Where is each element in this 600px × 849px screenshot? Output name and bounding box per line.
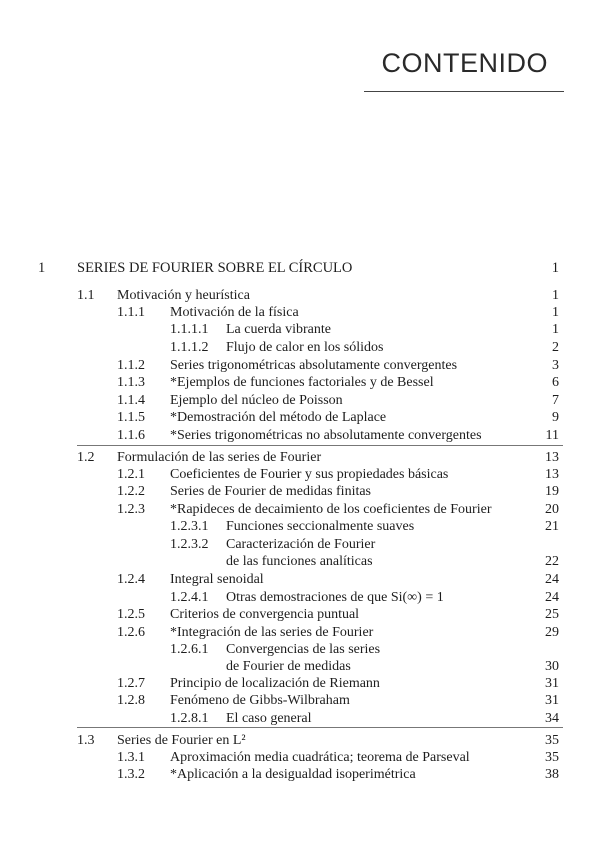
toc-page: 1 [551,260,559,276]
toc-entry [0,357,600,375]
toc-title: de las funciones analíticas [226,554,373,569]
toc-title: *Integración de las series de Fourier [170,625,374,640]
toc-page: 24 [545,590,559,605]
toc-number: 1.2.5 [117,607,145,622]
toc-page: 1 [552,305,559,320]
toc-entry [0,427,600,445]
toc-page: 2 [552,340,559,355]
toc-title: La cuerda vibrante [226,322,331,337]
toc-number: 1.3.1 [117,750,145,765]
toc-title: *Series trigonométricas no absolutamente convergentes [170,428,482,443]
toc-number: 1.2.6.1 [170,642,209,657]
toc-entry [0,536,600,554]
toc-entry [0,766,600,784]
toc-number: 1.1.4 [117,393,145,408]
toc-title: Aproximación media cuadrática; teorema de Parseval [170,750,470,765]
toc-page: 7 [552,393,559,408]
toc-number: 1.2.7 [117,676,145,691]
toc-title: Otras demostraciones de que Si(∞) = 1 [226,590,444,605]
toc-page: 1 [552,322,559,337]
page-title: CONTENIDO [381,48,548,78]
toc-entry [0,483,600,501]
toc-title: Caracterización de Fourier [226,537,376,552]
toc-title: *Rapideces de decaimiento de los coeficientes de Fourier [170,502,492,517]
toc-title: Principio de localización de Riemann [170,676,380,691]
toc-title: Motivación de la física [170,305,299,320]
toc-entry [0,641,600,659]
toc-title: SERIES DE FOURIER SOBRE EL CÍRCULO [77,260,353,276]
toc-title: Fenómeno de Gibbs-Wilbraham [170,693,350,708]
toc-page: 35 [545,733,559,748]
toc-entry [0,374,600,392]
toc-number: 1.2.8.1 [170,711,209,726]
toc-number: 1.2.4 [117,572,145,587]
toc-page: 30 [545,659,559,674]
toc-page: 21 [545,519,559,534]
toc-title: Motivación y heurística [117,288,250,303]
toc-number: 1.2 [77,450,95,465]
toc-page: 24 [545,572,559,587]
toc-entry [0,675,600,693]
toc-page: 1 [552,288,559,303]
toc-page: 9 [552,410,559,425]
toc-title: Formulación de las series de Fourier [117,450,322,465]
toc-entry [0,409,600,427]
toc-number: 1.1.6 [117,428,145,443]
toc-entry [0,571,600,589]
toc-entry [0,501,600,519]
toc-title: *Ejemplos de funciones factoriales y de Bessel [170,375,434,390]
toc-chapter [0,259,600,277]
toc-title: *Demostración del método de Laplace [170,410,387,425]
toc-entry [0,304,600,322]
toc-entry [0,392,600,410]
toc-title: Flujo de calor en los sólidos [226,340,384,355]
toc-number: 1.2.3 [117,502,145,517]
toc-page: 6 [552,375,559,390]
toc-title: Coeficientes de Fourier y sus propiedades básicas [170,467,449,482]
toc-page: 31 [545,676,559,691]
toc-page: 19 [545,484,559,499]
toc-entry [0,287,600,305]
toc-page: 25 [545,607,559,622]
toc-page: 34 [545,711,559,726]
toc-entry [0,658,600,676]
toc-number: 1.1.3 [117,375,145,390]
toc-number: 1.2.3.2 [170,537,209,552]
section-divider [77,445,563,446]
toc-number: 1.1 [77,288,95,303]
toc-page: 22 [545,554,559,569]
toc-number: 1.2.1 [117,467,145,482]
toc-entry [0,339,600,357]
toc-number: 1.2.8 [117,693,145,708]
toc-title: Integral senoidal [170,572,264,587]
toc-number: 1.2.3.1 [170,519,209,534]
toc-title: Series trigonométricas absolutamente convergentes [170,358,458,373]
toc-page: 13 [545,450,559,465]
toc-title: Series de Fourier de medidas finitas [170,484,372,499]
toc-entry [0,606,600,624]
toc-page: 38 [545,767,559,782]
toc-number: 1.2.6 [117,625,145,640]
toc-title: Series de Fourier en L² [117,733,246,748]
toc-entry [0,466,600,484]
toc-page: 31 [545,693,559,708]
toc-number: 1 [38,260,46,276]
toc-entry [0,692,600,710]
toc-page: 29 [545,625,559,640]
toc-title: Criterios de convergencia puntual [170,607,360,622]
toc-title: Ejemplo del núcleo de Poisson [170,393,343,408]
toc-number: 1.2.4.1 [170,590,209,605]
toc-entry [0,732,600,750]
toc-entry [0,518,600,536]
toc-entry [0,553,600,571]
toc-entry [0,449,600,467]
toc-number: 1.1.1.1 [170,322,209,337]
toc-number: 1.3 [77,733,95,748]
toc-entry [0,710,600,728]
toc-number: 1.1.1 [117,305,145,320]
section-divider [77,727,563,728]
toc-page: 35 [545,750,559,765]
toc-number: 1.1.2 [117,358,145,373]
toc-number: 1.3.2 [117,767,145,782]
toc-page: 11 [545,428,559,443]
toc-entry [0,624,600,642]
toc-title: El caso general [226,711,312,726]
toc-title: de Fourier de medidas [226,659,351,674]
toc-page: 13 [545,467,559,482]
toc-page: 3 [552,358,559,373]
toc-number: 1.1.5 [117,410,145,425]
toc-title: *Aplicación a la desigualdad isoperimétrica [170,767,416,782]
toc-title: Convergencias de las series [226,642,381,657]
toc-title: Funciones seccionalmente suaves [226,519,415,534]
toc-entry [0,749,600,767]
toc-entry [0,321,600,339]
toc-page: 20 [545,502,559,517]
title-underline [364,91,564,92]
toc-number: 1.2.2 [117,484,145,499]
toc-number: 1.1.1.2 [170,340,209,355]
toc-entry [0,589,600,607]
